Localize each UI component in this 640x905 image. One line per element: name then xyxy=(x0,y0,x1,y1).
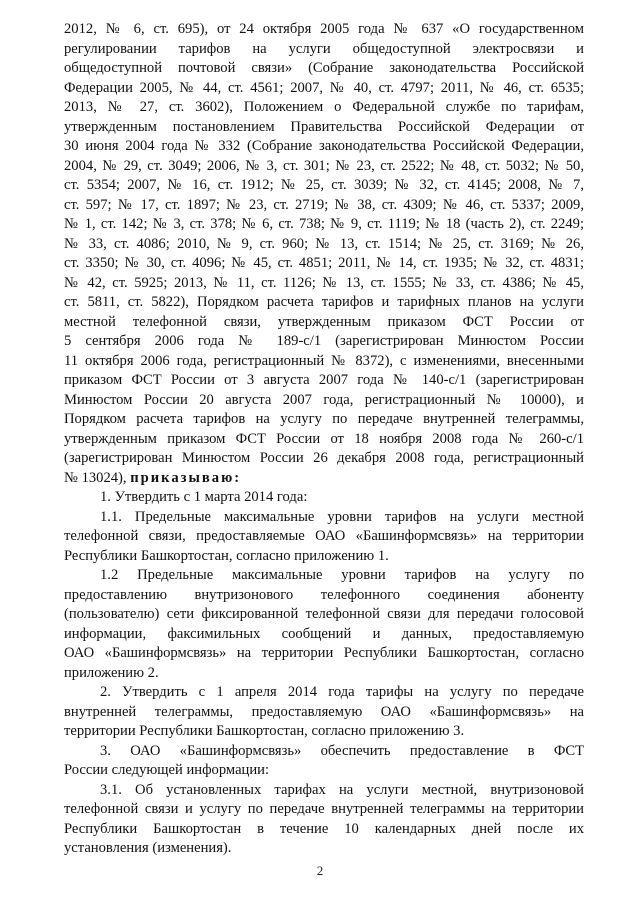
para1-2-line: информации, факсимильных сообщений и данных, предоставляемую xyxy=(64,625,584,642)
para2-line: территории Республики Башкортостан, согласно приложению 3. xyxy=(64,723,465,739)
paragraph-1-2 xyxy=(64,566,584,683)
para1-2-line: 1.2 Предельные максимальные уровни тарифов на услугу по xyxy=(100,567,584,583)
preamble-line: ст. 5354; 2007, № 16, ст. 1912; № 25, ст. 3039; № 32, ст. 4145; 2008, № 7, xyxy=(64,177,584,193)
order-keyword: приказываю: xyxy=(130,469,242,486)
paragraph-3 xyxy=(64,742,584,781)
preamble-line: № 33, ст. 4086; 2010, № 9, ст. 960; № 13, ст. 1514; № 25, ст. 3169; № 26, xyxy=(64,235,584,252)
preamble-line: 2013, № 27, ст. 3602), Положением о Федеральной службе по тарифам, xyxy=(64,99,584,115)
para3-line: России следующей информации: xyxy=(64,762,270,778)
para3-1-line: установления (изменения). xyxy=(64,840,232,856)
para3-line: 3. ОАО «Башинформсвязь» обеспечить предоставление в ФСТ xyxy=(100,742,584,759)
preamble-line: 2012, № 6, ст. 695), от 24 октября 2005 года № 637 «О государственном xyxy=(64,21,584,37)
para3-1-line: 3.1. Об установленных тарифах на услуги местной, внутризоновой xyxy=(100,781,584,798)
order-closing-line: № 13024), приказываю: xyxy=(64,469,242,486)
para3-1-line: Республики Башкортостан в течение 10 календарных дней после их xyxy=(64,820,584,837)
para1-2-line: (пользователю) сети фиксированной телефонной связи для передачи голосовой xyxy=(64,606,584,622)
paragraph-1: 1. Утвердить с 1 марта 2014 года: xyxy=(100,489,308,505)
preamble-line: ст. 3350; № 30, ст. 4096; № 45, ст. 4851; 2011, № 14, ст. 1935; № 32, ст. 4831; xyxy=(64,255,584,271)
para1-2-line: приложению 2. xyxy=(64,664,159,681)
document-page xyxy=(64,20,584,859)
preamble-line: 11 октября 2006 года, регистрационный № 8372), с изменениями, внесенными xyxy=(64,352,584,369)
preamble-line: утвержденным постановлением Правительства Российской Федерации от xyxy=(64,118,584,135)
para1-1-line: 1.1. Предельные максимальные уровни тарифов на услуги местной xyxy=(100,508,584,525)
page-number: 2 xyxy=(316,863,324,878)
para1-1-line: телефонной связи, предоставляемые ОАО «Башинформсвязь» на территории xyxy=(64,528,584,544)
paragraph-3-1 xyxy=(64,781,584,859)
preamble-line: № 42, ст. 5925; 2013, № 11, ст. 1126; № 13, ст. 1555; № 33, ст. 4386; № 45, xyxy=(64,274,584,291)
preamble-line: регулировании тарифов на услуги общедоступной электросвязи и xyxy=(64,40,584,57)
paragraph-2 xyxy=(64,683,584,742)
preamble-line: 30 июня 2004 года № 332 (Собрание законодательства Российской Федерации, xyxy=(64,138,584,154)
paragraph-1-1 xyxy=(64,508,584,567)
preamble-line: ст. 5811, ст. 5822), Порядком расчета тарифов и тарифных планов на услуги xyxy=(64,294,584,310)
preamble-line: (зарегистрирован Минюстом России 26 декабря 2008 года, регистрационный xyxy=(64,450,584,466)
para2-line: внутренней телеграммы, предоставляемую ОАО «Башинформсвязь» на xyxy=(64,703,584,720)
preamble-line: Минюстом России 20 августа 2007 года, регистрационный № 10000), и xyxy=(64,391,584,408)
para1-2-line: ОАО «Башинформсвязь» на территории Республики Башкортостан, согласно xyxy=(64,645,584,661)
preamble-line: приказом ФСТ России от 3 августа 2007 года № 140-с/1 (зарегистрирован xyxy=(64,372,584,388)
preamble-line: Порядком расчета тарифов на услугу по передаче внутренней телеграммы, xyxy=(64,411,584,427)
para1-2-line: предоставлению внутризонового телефонного соединения абоненту xyxy=(64,586,584,603)
para2-line: 2. Утвердить с 1 апреля 2014 года тарифы на услугу по передаче xyxy=(100,684,584,700)
preamble-text xyxy=(64,20,584,469)
preamble-line: 2004, № 29, ст. 3049; 2006, № 3, ст. 301; № 23, ст. 2522; № 48, ст. 5032; № 50, xyxy=(64,157,584,174)
preamble-line: утвержденным приказом ФСТ России от 18 ноября 2008 года № 260-с/1 xyxy=(64,430,584,447)
para1-1-line: Республики Башкортостан, согласно приложению 1. xyxy=(64,547,389,564)
preamble-line: местной телефонной связи, утвержденным приказом ФСТ России от xyxy=(64,313,584,330)
preamble-line: 5 сентября 2006 года № 189-с/1 (зарегистрирован Минюстом России xyxy=(64,333,584,349)
preamble-line: Федерации 2005, № 44, ст. 4561; 2007, № 40, ст. 4797; 2011, № 46, ст. 6535; xyxy=(64,79,584,96)
para3-1-line: телефонной связи и услугу по передаче внутренней телеграммы на территории xyxy=(64,801,584,817)
preamble-line: № 1, ст. 142; № 3, ст. 378; № 6, ст. 738; № 9, ст. 1119; № 18 (часть 2), ст. 2249; xyxy=(64,216,584,232)
preamble-line: общедоступной почтовой связи» (Собрание законодательства Российской xyxy=(64,60,584,76)
preamble-line: ст. 597; № 17, ст. 1897; № 23, ст. 2719; № 38, ст. 4309; № 46, ст. 5337; 2009, xyxy=(64,196,584,213)
